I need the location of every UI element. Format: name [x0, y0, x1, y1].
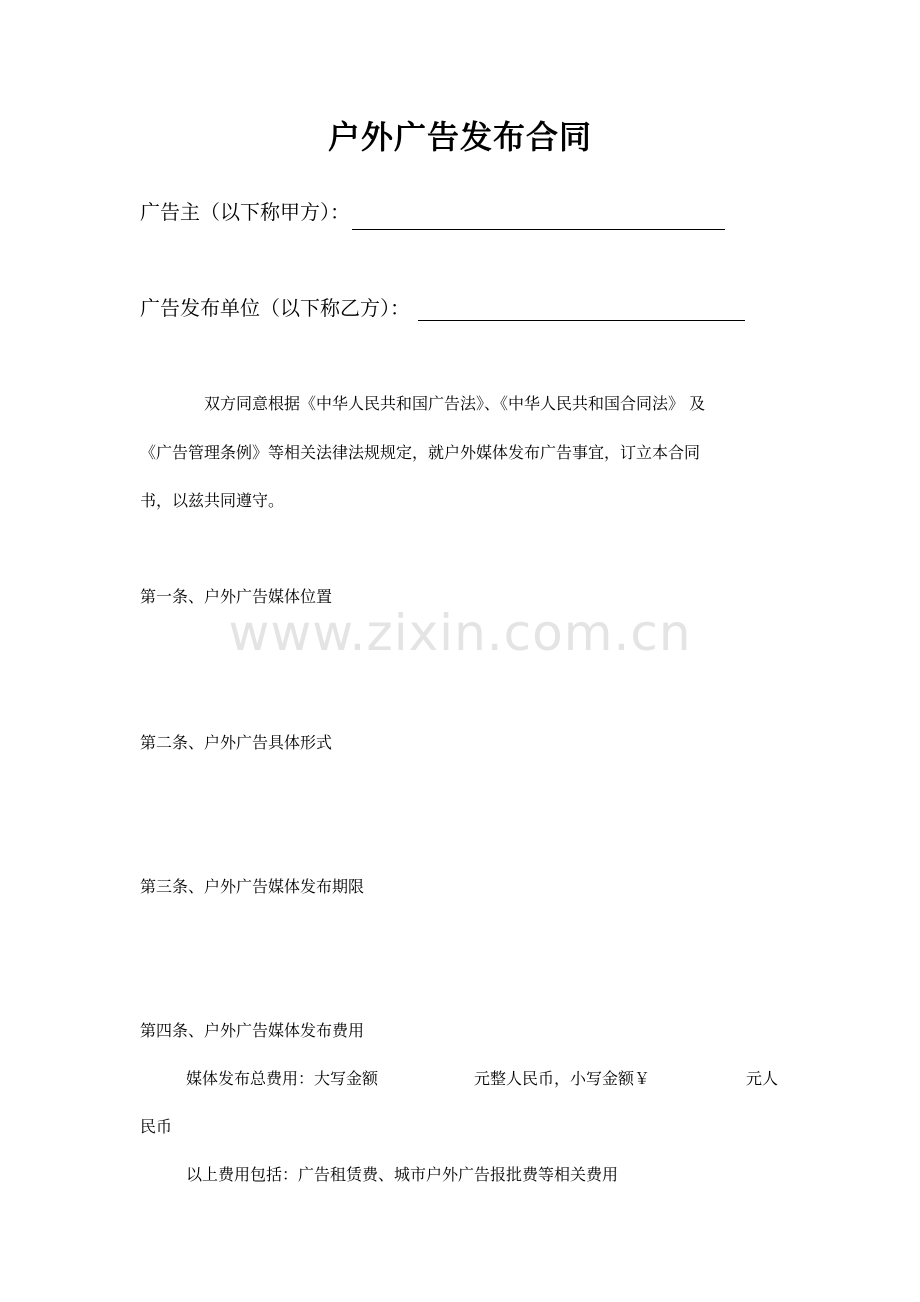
watermark: www.zixin.com.cn [228, 604, 692, 662]
article-3-heading: 第三条、户外广告媒体发布期限 [140, 877, 365, 896]
intro-line-3: 书，以兹共同遵守。 [140, 491, 285, 510]
document-title: 户外广告发布合同 [327, 118, 592, 156]
intro-line-2: 《广告管理条例》等相关法律法规规定，就户外媒体发布广告事宜，订立本合同 [140, 443, 701, 462]
fee-text-part-1: 媒体发布总费用：大写金额 [186, 1069, 379, 1088]
fee-includes-text: 以上费用包括：广告租赁费、城市户外广告报批费等相关费用 [186, 1165, 619, 1184]
article-2-heading: 第二条、户外广告具体形式 [140, 733, 333, 752]
fee-text-part-2: 元整人民币，小写金额￥ [474, 1069, 651, 1088]
party-b-label: 广告发布单位（以下称乙方）： [140, 296, 410, 320]
party-a-fill-line [352, 229, 725, 230]
intro-line-1: 双方同意根据《中华人民共和国广告法》、《中华人民共和国合同法》 及 [204, 394, 706, 413]
fee-text-part-3: 元人 [746, 1069, 779, 1088]
fee-text-part-4: 民币 [140, 1117, 173, 1136]
article-1-heading: 第一条、户外广告媒体位置 [140, 587, 333, 606]
article-4-heading: 第四条、户外广告媒体发布费用 [140, 1021, 365, 1040]
party-b-fill-line [418, 320, 745, 321]
party-a-label: 广告主（以下称甲方）： [140, 200, 350, 224]
